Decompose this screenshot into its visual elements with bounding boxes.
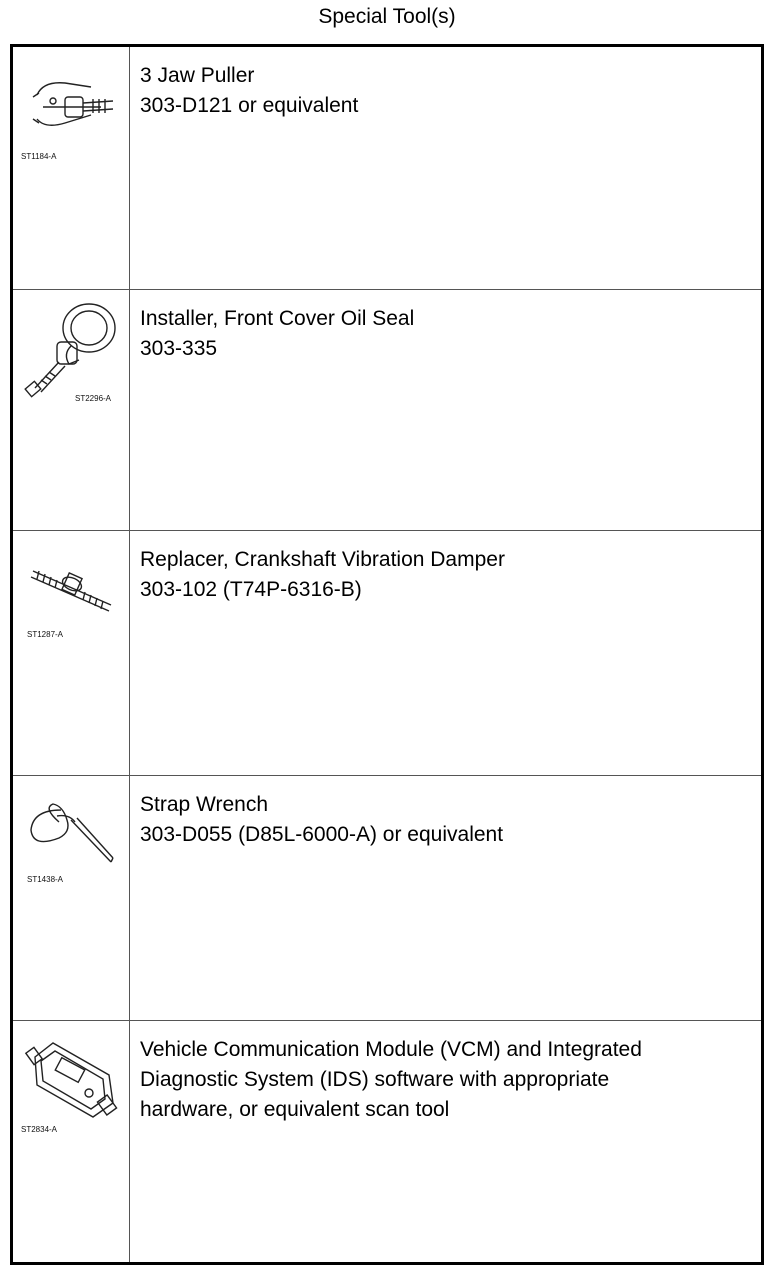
tool-row [13,775,761,1020]
tool-image-cell [13,290,130,530]
tool-name: Replacer, Crankshaft Vibration Damper [140,548,505,571]
three-jaw-puller-icon [13,47,130,167]
tool-image-cell [13,47,130,289]
tool-reference-code: ST2296-A [75,394,112,403]
tool-row [13,289,761,530]
tool-number: 303-335 [140,337,218,360]
tool-description [140,545,752,605]
tool-reference-code: ST1438-A [27,875,64,884]
tool-image-cell [13,531,130,775]
tool-name: 3 Jaw Puller [140,64,255,87]
tool-number: 303-D055 (D85L-6000-A) or equivalent [140,823,504,846]
tool-reference-code: ST2834-A [21,1125,58,1134]
tool-image-cell [13,1021,130,1262]
tool-image-cell [13,776,130,1020]
tool-description [140,61,752,121]
tool-name: Installer, Front Cover Oil Seal [140,307,415,330]
tool-number: 303-D121 or equivalent [140,94,359,117]
tool-number: 303-102 (T74P-6316-B) [140,578,362,601]
damper-replacer-icon [13,531,130,631]
tool-description [140,304,752,364]
special-tools-table [10,44,764,1265]
vcm-scan-tool-icon [13,1021,130,1131]
tool-name-line-3: hardware, or equivalent scan tool [140,1098,450,1121]
tool-reference-code: ST1184-A [21,152,57,161]
tool-row [13,47,761,289]
oil-seal-installer-icon [13,290,130,410]
page-title: Special Tool(s) [318,5,456,28]
tool-row [13,530,761,775]
tool-name: Strap Wrench [140,793,268,816]
strap-wrench-icon [13,776,130,876]
tool-description [140,1035,752,1125]
tool-name-line-2: Diagnostic System (IDS) software with appropriate [140,1068,610,1091]
tool-reference-code: ST1287-A [27,630,64,639]
tool-description [140,790,752,850]
tool-name: Vehicle Communication Module (VCM) and Integrated [140,1038,642,1061]
tool-row [13,1020,761,1262]
